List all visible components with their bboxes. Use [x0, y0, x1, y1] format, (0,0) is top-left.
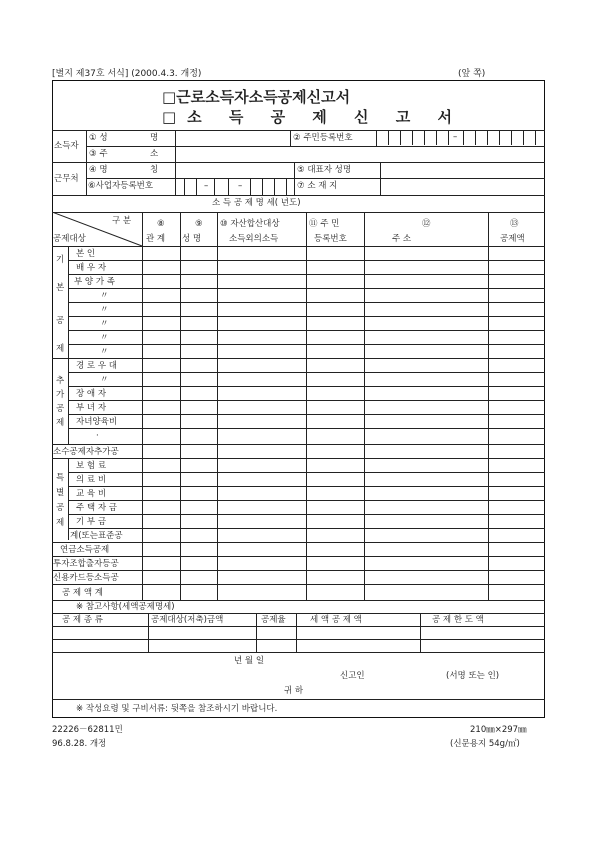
- rule: [290, 130, 291, 146]
- label-resident-no: ② 주민등록번호: [293, 133, 353, 143]
- digit-box[interactable]: [475, 131, 487, 145]
- reference-note: ※ 참고사항(세액공제명세): [76, 602, 175, 612]
- ref-col-rate: 공제율: [261, 615, 286, 625]
- label-company-name: ④ 명: [89, 165, 108, 175]
- col-9-no: ⑨: [195, 219, 203, 229]
- ref-col-type: 공 제 종 류: [62, 615, 103, 625]
- rule: [68, 344, 545, 345]
- rule: [68, 372, 545, 373]
- dash: –: [453, 132, 458, 142]
- col-asset-1: ⑩ 자산합산대상: [220, 219, 280, 229]
- row-total: 공 제 액 계: [62, 588, 103, 598]
- sign-date: 년 월 일: [234, 656, 265, 666]
- form-title-2: □소 득 공 제 신 고 서: [162, 108, 463, 126]
- group-basic-1: 기: [56, 255, 65, 265]
- rule: [420, 613, 421, 652]
- group-basic-3: 공: [56, 316, 65, 326]
- rule: [52, 584, 545, 585]
- rule: [52, 195, 545, 196]
- rule: [68, 400, 545, 401]
- dash: –: [238, 181, 243, 191]
- paper-size: 210㎜×297㎜: [470, 725, 527, 735]
- row-pension: 연금소득공제: [60, 545, 110, 555]
- digit-box[interactable]: [214, 179, 226, 195]
- rule: [52, 699, 545, 700]
- digit-box[interactable]: [262, 179, 274, 195]
- group-special-2: 별: [56, 488, 65, 498]
- digit-box[interactable]: [400, 131, 412, 145]
- row-childcare: 자녀양육비: [76, 417, 118, 427]
- row-education: 교 육 비: [76, 489, 107, 499]
- rule: [68, 288, 545, 289]
- rule: [52, 458, 545, 459]
- group-basic-4: 제: [56, 344, 65, 354]
- row-ditto: 〃: [100, 305, 109, 315]
- row-donation: 기 부 금: [76, 517, 107, 527]
- ref-col-amount: 공제대상(저축)금액: [151, 615, 224, 625]
- rule: [68, 514, 545, 515]
- label-location: ⑦ 소 재 지: [297, 181, 338, 191]
- digit-box[interactable]: [274, 179, 286, 195]
- rule: [256, 613, 257, 652]
- rule: [68, 486, 545, 487]
- row-standard: 계(또는표준공: [70, 531, 123, 541]
- rule: [86, 130, 87, 195]
- row-medical: 의 료 비: [76, 475, 107, 485]
- row-woman: 부 녀 자: [76, 403, 107, 413]
- rule: [148, 613, 149, 652]
- col-resident-2: 등록번호: [314, 234, 347, 244]
- group-add-4: 제: [56, 418, 65, 428]
- form-code: 22226－62811민: [52, 725, 123, 735]
- digit-box[interactable]: [250, 179, 262, 195]
- sign-addressee: 귀 하: [284, 686, 304, 696]
- group-earner: 소득자: [54, 141, 79, 151]
- label-name-2: 명: [150, 133, 159, 143]
- rule: [52, 246, 545, 247]
- rule: [68, 260, 545, 261]
- row-elderly: 경 로 우 대: [76, 361, 117, 371]
- form-number: [별지 제37호 서식] (2000.4.3. 개정): [52, 69, 202, 79]
- rule: [52, 626, 545, 627]
- row-childcare-dot: ·: [96, 431, 99, 441]
- digit-box[interactable]: [424, 131, 436, 145]
- row-ditto: 〃: [100, 347, 109, 357]
- rule: [68, 330, 545, 331]
- digit-box[interactable]: [487, 131, 499, 145]
- col-13-no: ⑬: [510, 219, 519, 229]
- label-company-name-2: 칭: [150, 165, 159, 175]
- digit-box[interactable]: [184, 179, 196, 195]
- row-self: 본 인: [76, 249, 96, 259]
- rule: [175, 130, 176, 195]
- col-gubun: 구 분: [112, 216, 132, 226]
- row-housing: 주 택 자 금: [76, 503, 117, 513]
- rule: [52, 162, 545, 163]
- row-ditto: 〃: [100, 333, 109, 343]
- col-deduction: 공제액: [500, 234, 525, 244]
- rule: [52, 542, 545, 543]
- rule: [68, 316, 545, 317]
- row-dependents: 부 양 가 족: [74, 277, 115, 287]
- page-side: (앞 쪽): [458, 69, 486, 79]
- rule: [52, 600, 545, 601]
- sign-note: (서명 또는 인): [446, 671, 500, 681]
- group-work: 근무처: [54, 174, 79, 184]
- rule: [68, 302, 545, 303]
- digit-box[interactable]: [499, 131, 511, 145]
- rule: [52, 358, 545, 359]
- rule: [52, 652, 545, 653]
- group-special-4: 제: [56, 518, 65, 528]
- digit-box[interactable]: [436, 131, 448, 145]
- sign-filer: 신고인: [340, 671, 365, 681]
- col-resident-1: ⑪ 주 민: [309, 219, 340, 229]
- col-name: 성 명: [182, 234, 202, 244]
- row-investment: 투자조합출자등공: [53, 559, 119, 569]
- revision-date: 96.8.28. 개정: [52, 739, 107, 749]
- rule: [52, 639, 545, 640]
- label-address: ③ 주: [89, 149, 108, 159]
- row-ditto: 〃: [100, 319, 109, 329]
- label-business-no: ⑥사업자등록번호: [88, 181, 154, 191]
- col-8-no: ⑧: [157, 219, 165, 229]
- rule: [52, 613, 545, 614]
- row-spouse: 배 우 자: [76, 263, 107, 273]
- ref-col-tax-credit: 세 액 공 제 액: [310, 615, 362, 625]
- rule: [376, 130, 377, 146]
- col-deduct-target: 공제대상: [53, 234, 86, 244]
- digit-box[interactable]: [463, 131, 475, 145]
- rule: [68, 274, 545, 275]
- rule: [68, 472, 545, 473]
- col-address: 주 소: [392, 234, 412, 244]
- rule: [68, 500, 545, 501]
- row-ditto: 〃: [100, 291, 109, 301]
- col-asset-2: 소득외의소득: [229, 234, 279, 244]
- section-title: 소 득 공 제 명 세( 년도): [212, 198, 301, 208]
- dash: –: [204, 181, 209, 191]
- row-small-family: 소수공제자추가공: [53, 447, 119, 457]
- group-special-1: 특: [56, 473, 65, 483]
- footnote: ※ 작성요령 및 구비서류: 뒷쪽을 참조하시기 바랍니다.: [76, 704, 278, 714]
- ref-col-limit: 공 제 한 도 액: [432, 615, 484, 625]
- digit-box[interactable]: [523, 131, 535, 145]
- label-address-2: 소: [150, 149, 159, 159]
- row-credit-card: 신용카드등소득공: [53, 573, 119, 583]
- group-add-1: 추: [56, 376, 65, 386]
- rule: [380, 162, 381, 195]
- group-add-3: 공: [56, 404, 65, 414]
- form-title-1: □근로소득자소득공제신고서: [162, 88, 351, 106]
- rule: [68, 386, 545, 387]
- rule: [68, 528, 545, 529]
- row-disabled: 장 애 자: [76, 389, 107, 399]
- digit-box[interactable]: [412, 131, 424, 145]
- col-12-no: ⑫: [422, 219, 431, 229]
- rule: [52, 444, 545, 445]
- rule: [68, 428, 545, 429]
- label-representative: ⑤ 대표자 성명: [297, 165, 352, 175]
- paper-type: (신문용지 54g/㎡): [450, 739, 520, 749]
- col-relation: 관 계: [146, 234, 166, 244]
- group-special-3: 공: [56, 503, 65, 513]
- digit-box[interactable]: [511, 131, 523, 145]
- rule: [86, 178, 545, 179]
- rule: [52, 556, 545, 557]
- rule: [52, 570, 545, 571]
- digit-box[interactable]: [388, 131, 400, 145]
- rule: [86, 146, 545, 147]
- row-insurance: 보 험 료: [76, 461, 107, 471]
- rule: [296, 613, 297, 652]
- group-add-2: 가: [56, 390, 65, 400]
- group-basic-2: 본: [56, 283, 65, 293]
- digit-box[interactable]: [535, 131, 547, 145]
- row-ditto: 〃: [100, 375, 109, 385]
- rule: [68, 414, 545, 415]
- label-name: ① 성: [89, 133, 108, 143]
